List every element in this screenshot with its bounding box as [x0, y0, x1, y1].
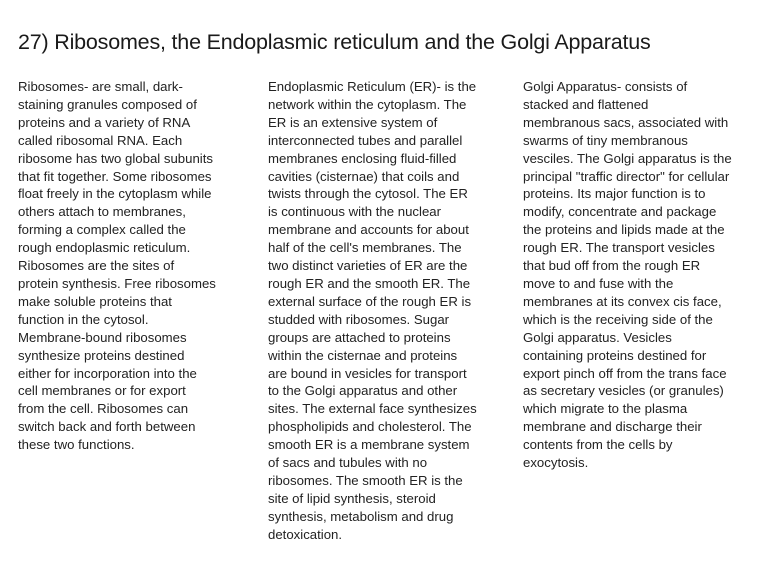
paragraph-line: membranes enclosing fluid-filled — [268, 150, 457, 166]
paragraph-line: sites. The external face synthesizes — [268, 401, 477, 417]
paragraph-line: detoxication. — [268, 526, 343, 542]
paragraph-line: Golgi Apparatus- consists of — [523, 79, 688, 94]
paragraph-line: are bound in vesicles for transport — [268, 365, 467, 381]
paragraph-line: that fit together. Some ribosomes — [18, 168, 212, 184]
paragraph-line: exocytosis. — [523, 455, 589, 471]
paragraph-line: phospholipids and cholesterol. The — [268, 419, 472, 435]
paragraph-line: export pinch off from the trans face — [523, 365, 727, 381]
paragraph-line: smooth ER is a membrane system — [268, 437, 470, 453]
paragraph-line: half of the cell's membranes. The — [268, 240, 462, 256]
paragraph-line: ribosomes. The smooth ER is the — [268, 472, 463, 488]
paragraph-line: cell membranes or for export — [18, 383, 186, 399]
paragraph-line: external surface of the rough ER is — [268, 293, 472, 309]
paragraph-line: to the Golgi apparatus and other — [268, 383, 458, 399]
paragraph-line: rough endoplasmic reticulum. — [18, 240, 191, 256]
paragraph-line: function in the cytosol. — [18, 311, 149, 327]
paragraph-line: interconnected tubes and parallel — [268, 132, 463, 148]
paragraph-line: Endoplasmic Reticulum (ER)- is the — [268, 79, 477, 94]
ribosomes-column — [18, 78, 258, 454]
paragraph-line: which migrate to the plasma — [523, 401, 688, 417]
paragraph-line: of sacs and tubules with no — [268, 455, 428, 471]
paragraph-line: two distinct varieties of ER are the — [268, 258, 468, 274]
page-title: 27) Ribosomes, the Endoplasmic reticulum and the Golgi Apparatus — [18, 30, 651, 54]
paragraph-line: switch back and forth between — [18, 419, 196, 435]
paragraph-line: rough ER and the smooth ER. The — [268, 275, 471, 291]
paragraph-line: either for incorporation into the — [18, 365, 197, 381]
paragraph-line: site of lipid synthesis, steroid — [268, 490, 436, 506]
paragraph-line: membrane and discharge their — [523, 419, 702, 435]
paragraph-line: studded with ribosomes. Sugar — [268, 311, 450, 327]
paragraph-line: membranes at its convex cis face, — [523, 293, 722, 309]
paragraph-line: groups are attached to proteins — [268, 329, 451, 345]
paragraph-line: proteins and a variety of RNA — [18, 114, 191, 130]
paragraph-line: as secretary vesicles (or granules) — [523, 383, 724, 399]
paragraph-line: these two functions. — [18, 437, 135, 453]
paragraph-line: membranous sacs, associated with — [523, 114, 729, 130]
paragraph-line: proteins. Its major function is to — [523, 186, 706, 202]
paragraph-line: protein synthesis. Free ribosomes — [18, 275, 216, 291]
paragraph-line: move to and fuse with the — [523, 275, 674, 291]
paragraph-line: containing proteins destined for — [523, 347, 707, 363]
paragraph-line: contents from the cells by — [523, 437, 673, 453]
paragraph-line: called ribosomal RNA. Each — [18, 132, 183, 148]
paragraph-line: twists through the cytosol. The ER — [268, 186, 468, 202]
paragraph-line: which is the receiving side of the — [523, 311, 713, 327]
paragraph-line: rough ER. The transport vesicles — [523, 240, 715, 256]
paragraph-line: modify, concentrate and package — [523, 204, 717, 220]
paragraph-line: forming a complex called the — [18, 222, 186, 238]
paragraph-line: Membrane-bound ribosomes — [18, 329, 187, 345]
paragraph-line: synthesize proteins destined — [18, 347, 185, 363]
paragraph-line: make soluble proteins that — [18, 293, 172, 309]
paragraph-line: synthesis, metabolism and drug — [268, 508, 454, 524]
paragraph-line: that bud off from the rough ER — [523, 258, 701, 274]
paragraph-line: Ribosomes- are small, dark- — [18, 79, 183, 94]
paragraph-line: principal "traffic director" for cellular — [523, 168, 730, 184]
paragraph-line: the proteins and lipids made at the — [523, 222, 725, 238]
paragraph-line: swarms of tiny membranous — [523, 132, 688, 148]
paragraph-line: vesciles. The Golgi apparatus is the — [523, 150, 732, 166]
paragraph-line: ribosome has two global subunits — [18, 150, 213, 166]
paragraph-line: within the cisternae and proteins — [268, 347, 458, 363]
paragraph-line: is continuous with the nuclear — [268, 204, 442, 220]
paragraph-line: network within the cytoplasm. The — [268, 96, 467, 112]
paragraph-line: from the cell. Ribosomes can — [18, 401, 189, 417]
paragraph-line: ER is an extensive system of — [268, 114, 438, 130]
paragraph-line: float freely in the cytoplasm while — [18, 186, 212, 202]
endoplasmic-reticulum-column — [268, 78, 518, 544]
paragraph-line: Ribosomes are the sites of — [18, 258, 175, 274]
paragraph-line: cavities (cisternae) that coils and — [268, 168, 460, 184]
paragraph-line: membrane and accounts for about — [268, 222, 469, 238]
paragraph-line: others attach to membranes, — [18, 204, 186, 220]
paragraph-line: stacked and flattened — [523, 96, 649, 112]
golgi-apparatus-column — [523, 78, 763, 472]
paragraph-line: Golgi apparatus. Vesicles — [523, 329, 672, 345]
paragraph-line: staining granules composed of — [18, 96, 197, 112]
